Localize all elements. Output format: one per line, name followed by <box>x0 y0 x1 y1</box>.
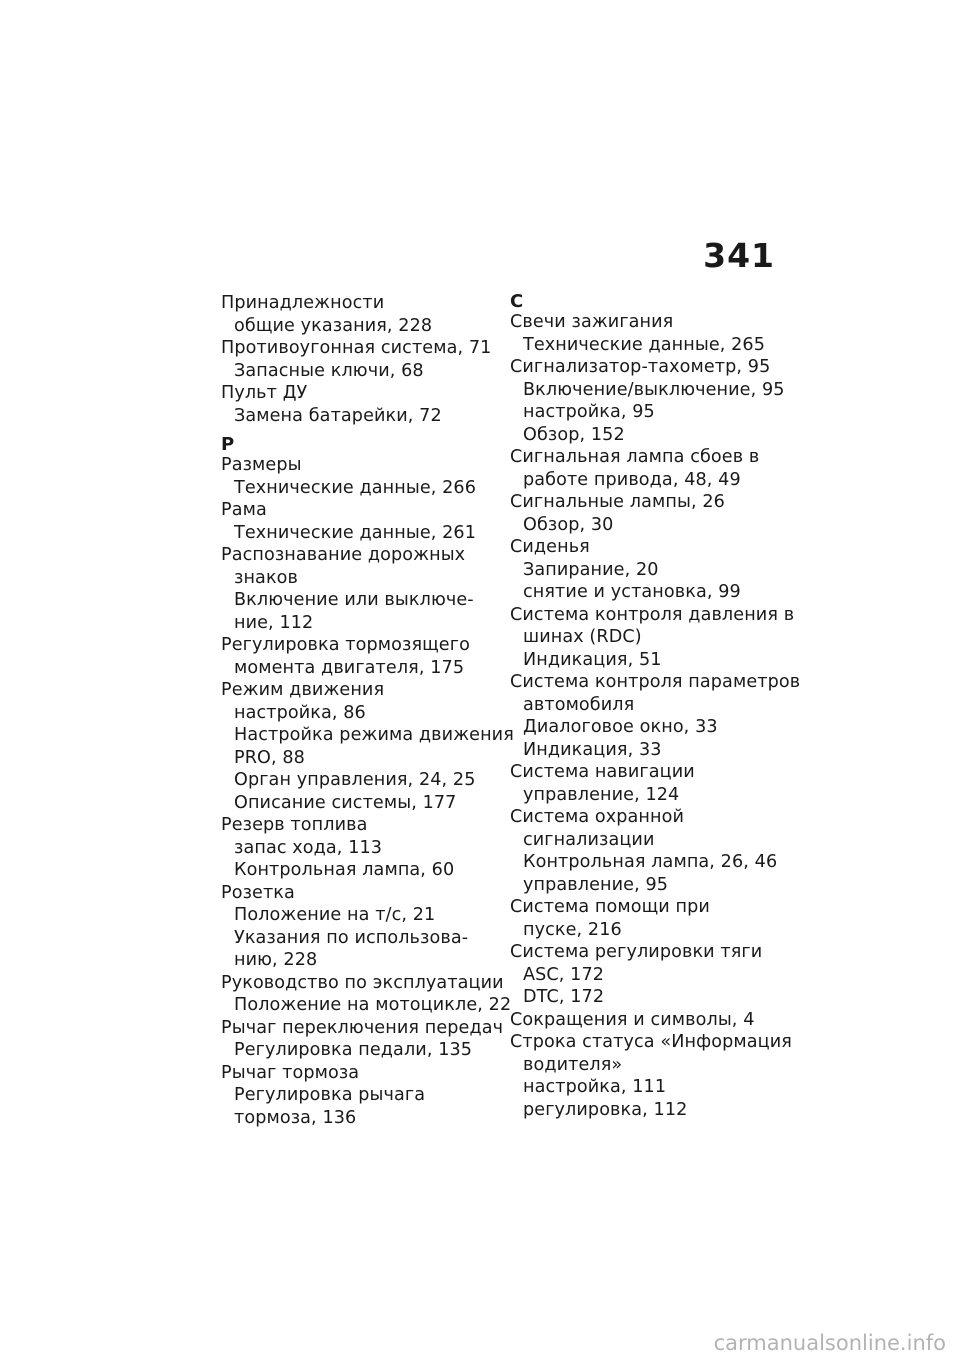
index-entry: Строка статуса «Информация <box>510 1032 792 1052</box>
index-subentry: Замена батарейки, 72 <box>234 405 442 426</box>
index-subentry: Технические данные, 265 <box>523 334 766 355</box>
index-entry: Розетка <box>221 882 295 903</box>
index-subentry: пуске, 216 <box>523 919 622 940</box>
index-subentry: общие указания, 228 <box>234 315 433 336</box>
index-subentry: автомобиля <box>523 694 635 715</box>
index-entry: Принадлежности <box>221 293 385 313</box>
index-entry: Распознавание дорожных <box>221 545 466 565</box>
index-subentry: Положение на мотоцикле, 22 <box>234 995 512 1015</box>
index-subentry: ние, 112 <box>234 612 314 633</box>
index-entry: Система контроля параметров <box>510 672 801 692</box>
index-subentry: Контрольная лампа, 26, 46 <box>523 852 778 872</box>
index-subentry: Обзор, 30 <box>523 514 614 535</box>
index-subentry: водителя» <box>523 1054 623 1075</box>
index-column-left <box>221 292 514 1129</box>
index-entry: Система контроля давления в <box>510 604 795 625</box>
index-entry: Рычаг тормоза <box>221 1062 360 1083</box>
index-subentry: Включение или выключе- <box>234 590 474 610</box>
index-entry: Регулировка тормозящего <box>221 635 470 655</box>
index-subentry: Орган управления, 24, 25 <box>234 770 476 790</box>
index-entry: Рычаг переключения передач <box>221 1017 504 1038</box>
index-subentry: Регулировка рычага <box>234 1085 426 1105</box>
index-subentry: Диалоговое окно, 33 <box>523 717 718 737</box>
index-subentry: шинах (RDC) <box>523 627 642 647</box>
index-entry: Система навигации <box>510 762 695 782</box>
section-gap <box>221 427 489 435</box>
index-subentry: Запасные ключи, 68 <box>234 360 424 381</box>
index-subentry: настройка, 95 <box>523 402 655 422</box>
index-entry: Система охранной <box>510 807 685 827</box>
index-subentry: настройка, 111 <box>523 1077 667 1097</box>
index-subentry: момента двигателя, 175 <box>234 657 465 678</box>
index-subentry: Контрольная лампа, 60 <box>234 860 455 880</box>
index-subentry: DTC, 172 <box>523 987 605 1007</box>
index-entry: Сигнальная лампа сбоев в <box>510 447 760 467</box>
index-subentry: снятие и установка, 99 <box>523 582 741 602</box>
page-number: 341 <box>703 236 775 275</box>
index-entry: Резерв топлива <box>221 815 368 835</box>
watermark: carmanualsonline.info <box>713 1331 946 1355</box>
index-subentry: Запирание, 20 <box>523 559 659 580</box>
index-subentry: тормоза, 136 <box>234 1107 357 1128</box>
index-subentry: Регулировка педали, 135 <box>234 1040 473 1060</box>
index-subentry: PRO, 88 <box>234 747 305 768</box>
index-subentry: Технические данные, 261 <box>234 522 477 543</box>
index-subentry: настройка, 86 <box>234 702 366 723</box>
index-entry: Рама <box>221 500 267 520</box>
index-entry: Противоугонная система, 71 <box>221 338 492 358</box>
index-subentry: Включение/выключение, 95 <box>523 379 785 400</box>
index-entry: Свечи зажигания <box>510 312 674 332</box>
index-section-letter: Р <box>221 434 235 455</box>
index-subentry: ASC, 172 <box>523 964 605 985</box>
index-entry: Сокращения и символы, 4 <box>510 1009 755 1030</box>
index-subentry: Индикация, 51 <box>523 649 662 670</box>
index-subentry: Настройка режима движения <box>234 725 514 745</box>
index-subentry: управление, 95 <box>523 874 669 895</box>
index-entry: Режим движения <box>221 680 385 700</box>
index-subentry: Обзор, 152 <box>523 424 625 445</box>
index-subentry: работе привода, 48, 49 <box>523 469 741 490</box>
index-subentry: регулировка, 112 <box>523 1099 688 1120</box>
index-entry: Сигнальные лампы, 26 <box>510 492 725 512</box>
index-subentry: управление, 124 <box>523 784 680 805</box>
index-subentry: сигнализации <box>523 829 655 850</box>
index-subentry: Указания по использова- <box>234 927 469 948</box>
index-section-letter: С <box>510 291 524 312</box>
index-entry: Сигнализатор-тахометр, 95 <box>510 357 771 377</box>
index-column-right <box>510 291 801 1121</box>
index-entry: Система помощи при <box>510 897 710 917</box>
index-entry: Сиденья <box>510 537 590 557</box>
index-subentry: Технические данные, 266 <box>234 477 477 498</box>
index-entry: Руководство по эксплуатации <box>221 972 504 993</box>
index-entry: Пульт ДУ <box>221 383 308 403</box>
index-subentry: Индикация, 33 <box>523 739 662 760</box>
index-subentry: нию, 228 <box>234 950 318 970</box>
index-entry: Размеры <box>221 455 302 475</box>
index-subentry: Положение на т/с, 21 <box>234 905 436 925</box>
index-subentry: знаков <box>234 567 298 588</box>
index-subentry: Описание системы, 177 <box>234 792 457 813</box>
index-entry: Система регулировки тяги <box>510 942 763 962</box>
index-subentry: запас хода, 113 <box>234 837 383 858</box>
